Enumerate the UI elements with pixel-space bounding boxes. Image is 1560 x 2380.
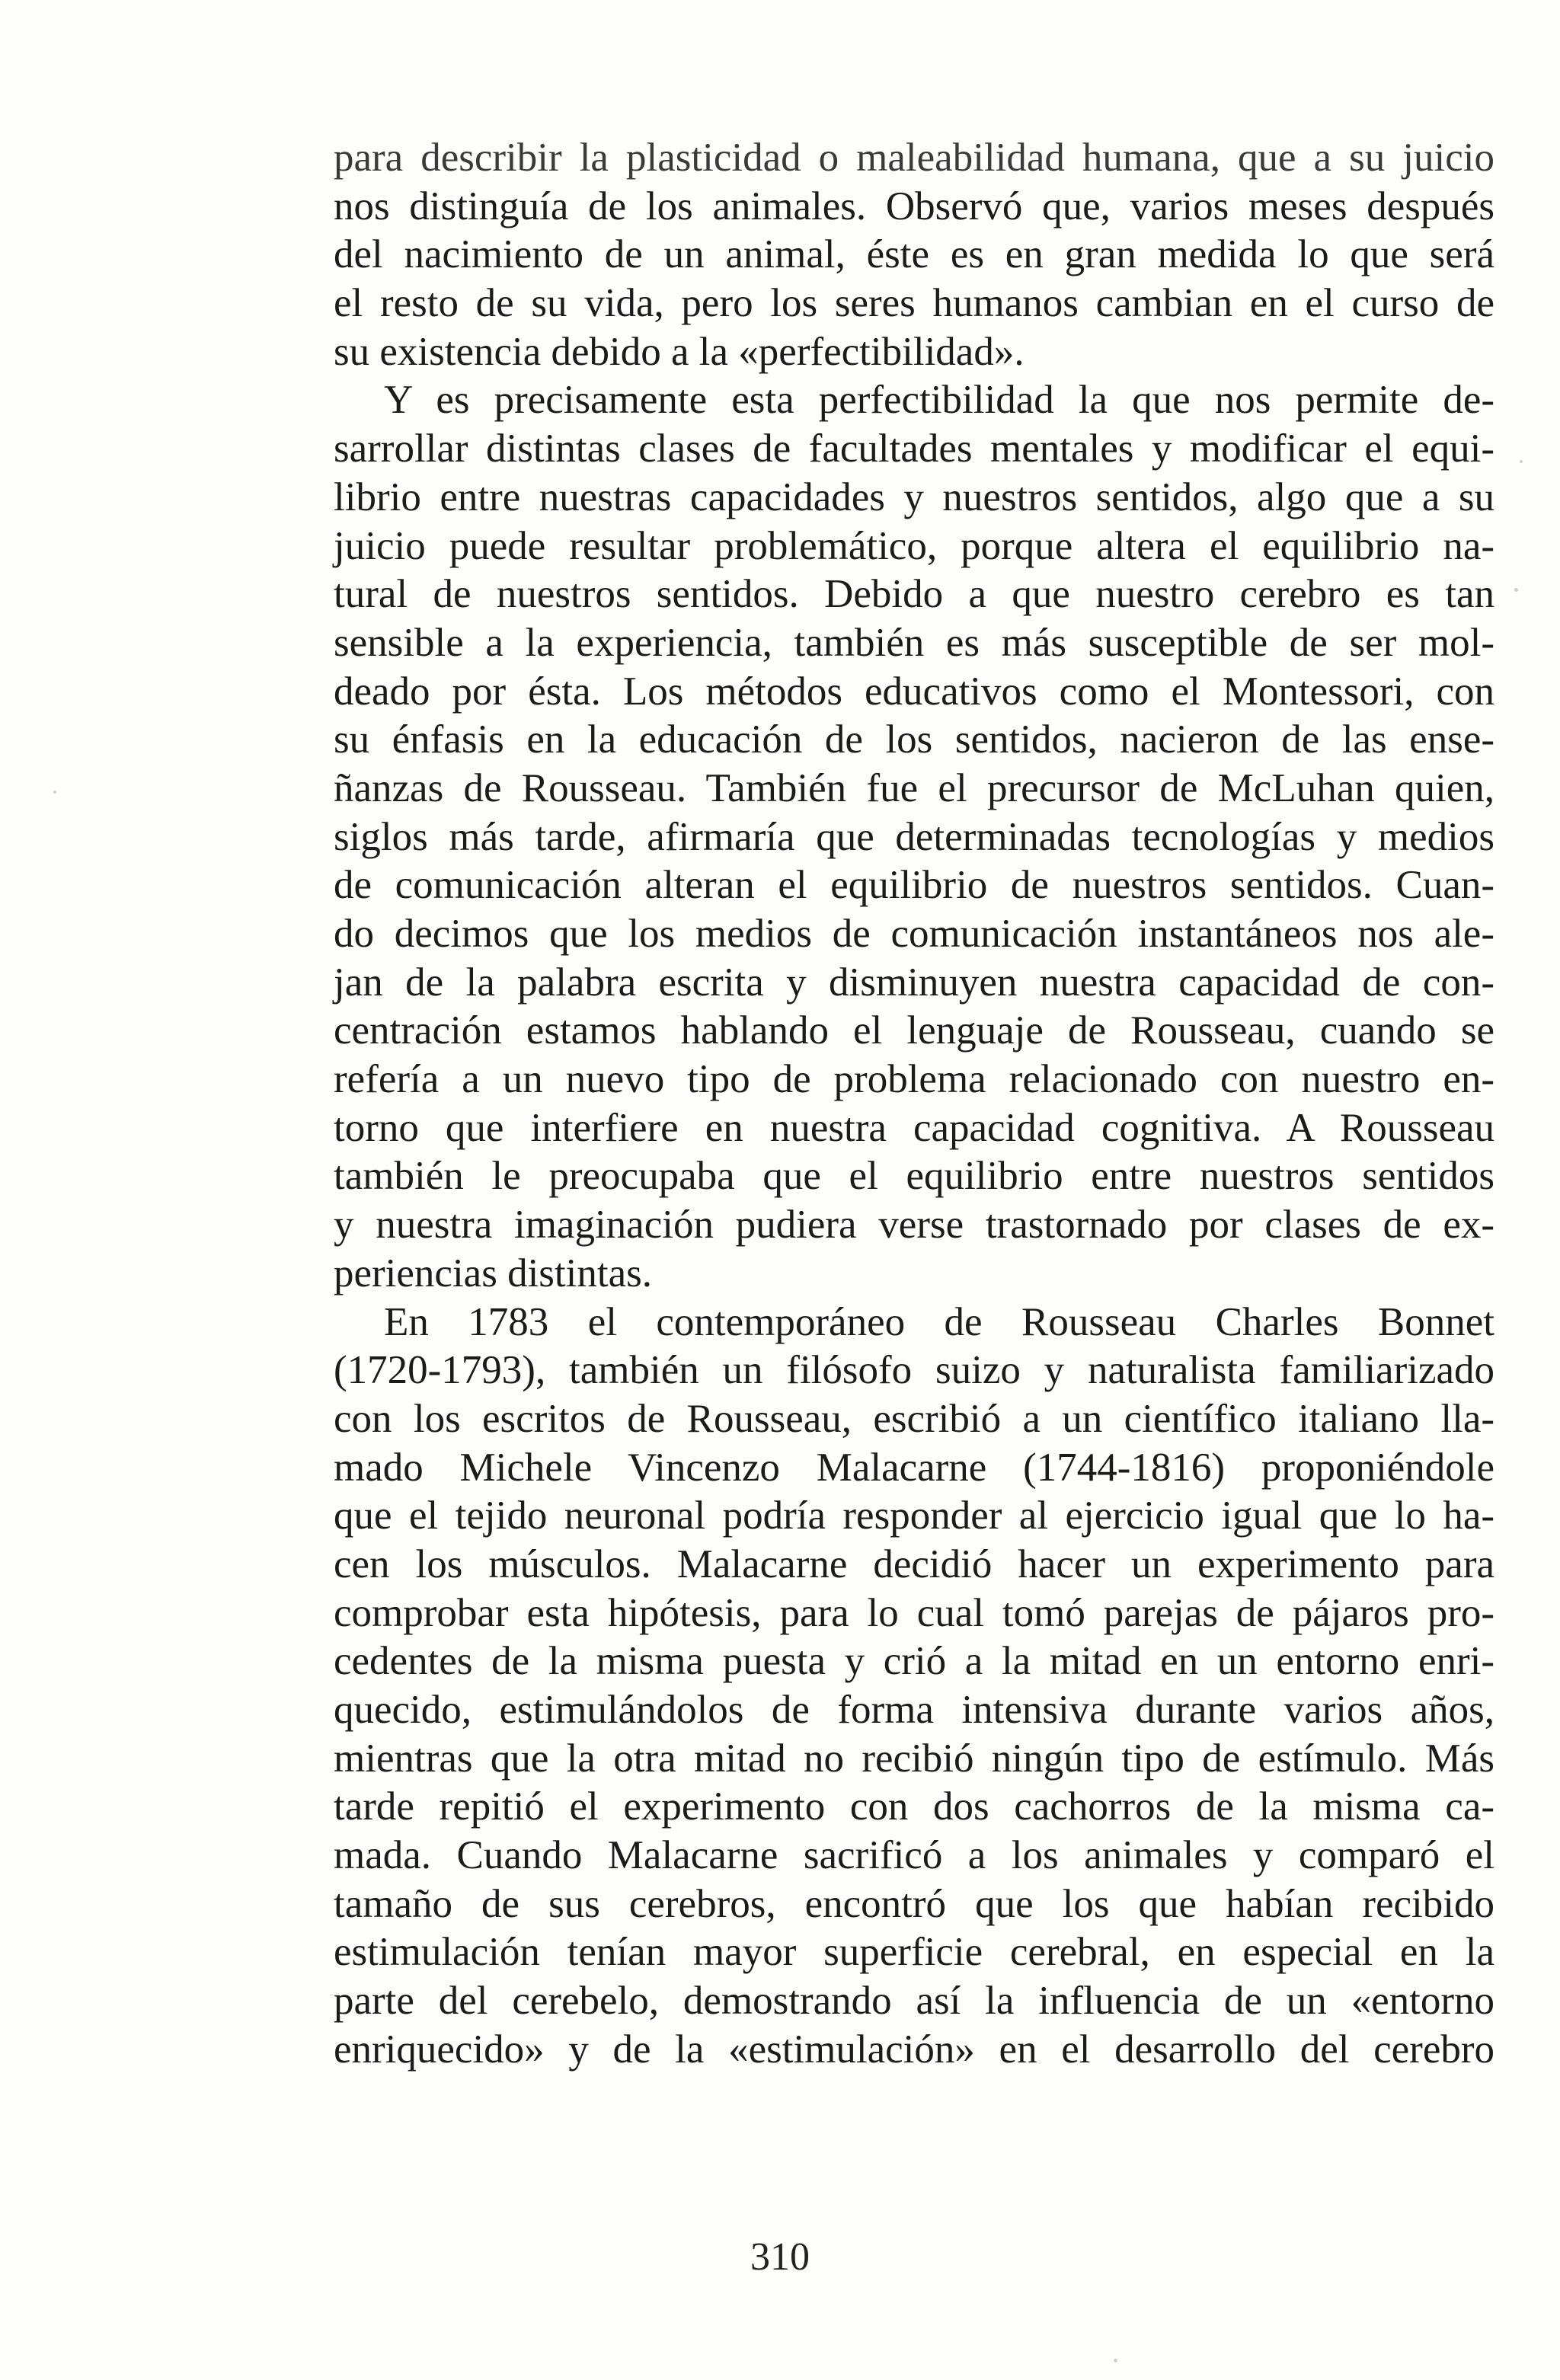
text-line: de comunicación alteran el equilibrio de nuestros sentidos. Cuan- [334, 863, 1494, 908]
text-line: para describir la plasticidad o maleabilidad humana, que a su juicio [334, 136, 1494, 180]
text-line: do decimos que los medios de comunicación instantáneos nos ale- [334, 912, 1494, 956]
text-line: tarde repitió el experimento con dos cachorros de la misma ca- [334, 1784, 1494, 1829]
page-number: 310 [750, 2235, 810, 2279]
text-line: enriquecido» y de la «estimulación» en el desarrollo del cerebro [334, 2027, 1494, 2072]
text-line: refería a un nuevo tipo de problema relacionado con nuestro en- [334, 1057, 1494, 1102]
text-line: torno que interfiere en nuestra capacidad cognitiva. A Rousseau [334, 1105, 1494, 1150]
text-line: (1720-1793), también un filósofo suizo y naturalista familiarizado [334, 1348, 1494, 1393]
text-line: quecido, estimulándolos de forma intensiva durante varios años, [334, 1688, 1494, 1732]
paragraph-end-line: su existencia debido a la «perfectibilidad». [334, 329, 1025, 374]
paragraph-end-line: periencias distintas. [334, 1251, 652, 1295]
text-line: estimulación tenían mayor superficie cerebral, en especial en la [334, 1930, 1494, 1975]
text-line: su énfasis en la educación de los sentidos, nacieron de las ense- [334, 717, 1494, 762]
text-line: del nacimiento de un animal, éste es en gran medida lo que será [334, 232, 1494, 277]
text-line: sensible a la experiencia, también es más susceptible de ser mol- [334, 620, 1494, 665]
text-line: librio entre nuestras capacidades y nuestros sentidos, algo que a su [334, 474, 1494, 519]
paragraph-start-line: Y es precisamente esta perfectibilidad la que nos permite de- [384, 378, 1494, 423]
scan-speck [53, 791, 56, 794]
text-line: juicio puede resultar problemático, porque altera el equilibrio na- [334, 523, 1494, 568]
text-line: también le preocupaba que el equilibrio entre nuestros sentidos [334, 1154, 1494, 1199]
scan-speck [1514, 588, 1518, 592]
text-line: parte del cerebelo, demostrando así la influencia de un «entorno [334, 1979, 1494, 2024]
text-line: centración estamos hablando el lenguaje de Rousseau, cuando se [334, 1008, 1494, 1053]
scan-speck [1114, 2359, 1117, 2362]
text-line: tural de nuestros sentidos. Debido a que nuestro cerebro es tan [334, 572, 1494, 617]
text-line: sarrollar distintas clases de facultades mentales y modificar el equi- [334, 426, 1494, 471]
text-line: cen los músculos. Malacarne decidió hacer un experimento para [334, 1541, 1494, 1586]
text-line: mado Michele Vincenzo Malacarne (1744-1816) proponiéndole [334, 1445, 1494, 1490]
text-line: cedentes de la misma puesta y crió a la mitad en un entorno enri- [334, 1639, 1494, 1684]
text-line: ñanzas de Rousseau. También fue el precursor de McLuhan quien, [334, 765, 1494, 810]
text-line: mientras que la otra mitad no recibió ningún tipo de estímulo. Más [334, 1736, 1494, 1781]
text-line: tamaño de sus cerebros, encontró que los que habían recibido [334, 1881, 1494, 1926]
scan-speck [1520, 460, 1523, 463]
text-line: que el tejido neuronal podría responder al ejercicio igual que lo ha- [334, 1493, 1494, 1538]
body-text [334, 134, 1494, 2075]
text-line: el resto de su vida, pero los seres humanos cambian en el curso de [334, 281, 1494, 326]
text-line: jan de la palabra escrita y disminuyen nuestra capacidad de con- [334, 960, 1494, 1005]
text-line: y nuestra imaginación pudiera verse trastornado por clases de ex- [334, 1203, 1494, 1248]
text-line: mada. Cuando Malacarne sacrificó a los animales y comparó el [334, 1833, 1494, 1878]
text-line: con los escritos de Rousseau, escribió a un científico italiano lla- [334, 1396, 1494, 1441]
text-line: deado por ésta. Los métodos educativos como el Montessori, con [334, 669, 1494, 714]
text-line: siglos más tarde, afirmaría que determinadas tecnologías y medios [334, 814, 1494, 859]
text-line: nos distinguía de los animales. Observó que, varios meses después [334, 184, 1494, 228]
paragraph-start-line: En 1783 el contemporáneo de Rousseau Charles Bonnet [384, 1299, 1494, 1344]
text-line: comprobar esta hipótesis, para lo cual tomó parejas de pájaros pro- [334, 1590, 1494, 1635]
